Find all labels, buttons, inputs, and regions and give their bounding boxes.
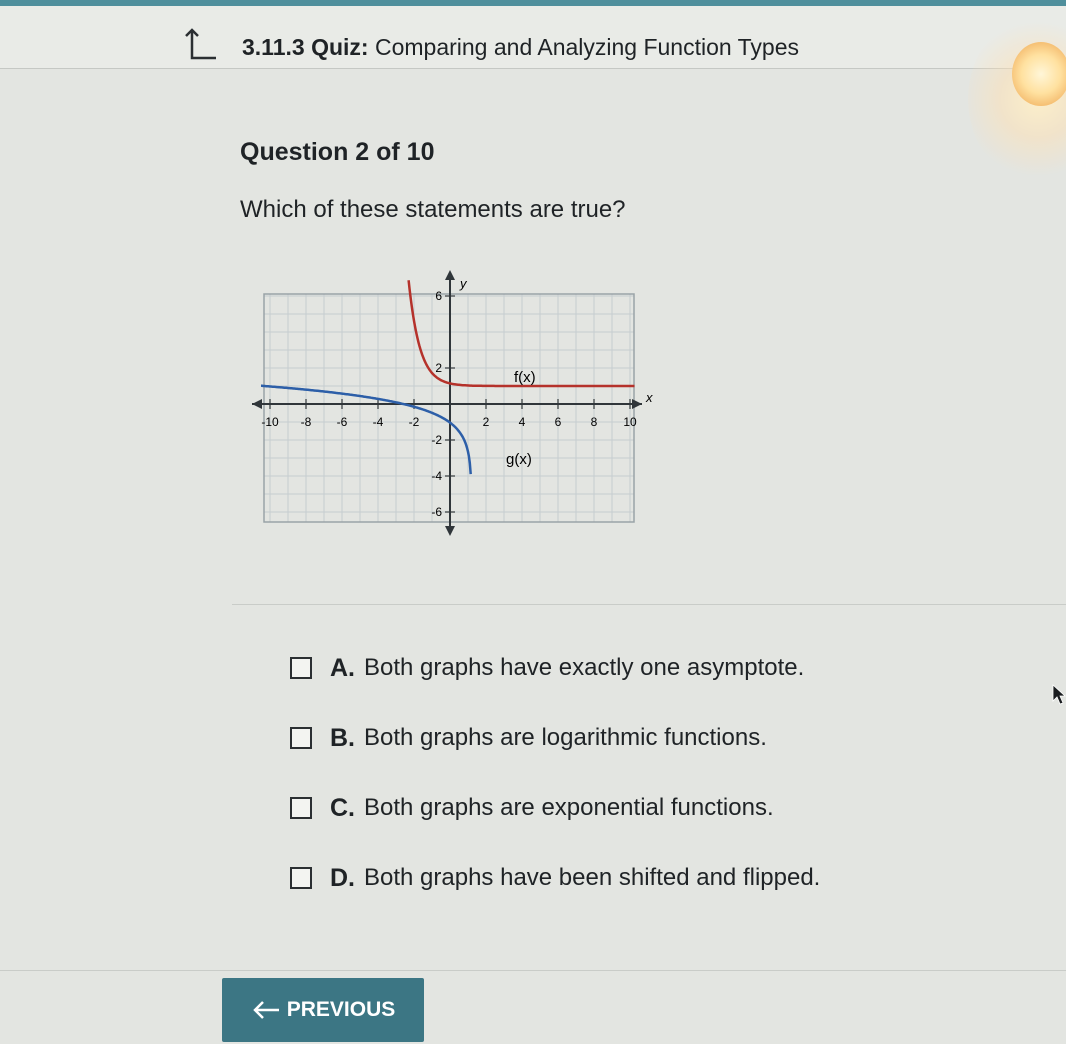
option-b-text: Both graphs are logarithmic functions. [364,724,767,751]
y-axis-label: y [460,276,467,291]
x-tick-label: 4 [518,415,526,429]
option-a[interactable] [290,650,804,686]
x-axis-label: x [646,390,653,405]
x-tick-label: 6 [554,415,562,429]
previous-label: PREVIOUS [286,998,396,1021]
option-d[interactable] [290,860,820,896]
x-tick-label: -4 [372,415,384,429]
x-tick-label: -6 [336,415,348,429]
option-b-letter: B. [330,723,355,752]
option-a-checkbox[interactable] [290,657,312,679]
quiz-code: 3.11.3 [242,34,305,60]
question-text: Which of these statements are true? [240,196,626,223]
x-tick-label: -10 [261,415,279,429]
y-tick-label: -4 [431,469,442,483]
option-d-checkbox[interactable] [290,867,312,889]
question-number: Question 2 of 10 [240,138,435,166]
option-d-text: Both graphs have been shifted and flipped. [364,864,821,891]
option-c[interactable] [290,790,774,826]
x-tick-label: 2 [482,415,490,429]
quiz-name: Comparing and Analyzing Function Types [374,34,800,60]
light-glare-core [1012,42,1066,106]
divider-top [232,604,1066,605]
y-tick-label: -2 [431,433,442,447]
g-curve [261,386,471,474]
option-a-text: Both graphs have exactly one asymptote. [364,654,805,681]
x-tick-label: 8 [590,415,598,429]
f-label: f(x) [514,369,536,386]
option-d-letter: D. [330,863,355,892]
x-axis-left-arrow [252,399,262,409]
quiz-header [0,6,1066,69]
y-tick-label: 2 [435,361,442,375]
option-c-checkbox[interactable] [290,797,312,819]
arrow-left-icon [251,999,281,1021]
divider-bottom [0,970,1066,971]
back-button[interactable] [180,28,220,64]
g-label: g(x) [506,451,532,468]
option-c-letter: C. [330,793,355,822]
option-b[interactable] [290,720,767,756]
y-tick-label: 6 [435,289,442,303]
previous-button[interactable] [222,978,424,1042]
option-a-letter: A. [330,653,355,682]
mouse-cursor-icon [1052,684,1066,706]
option-b-checkbox[interactable] [290,727,312,749]
return-arrow-icon [180,28,220,64]
y-axis-up-arrow [445,270,455,280]
quiz-title [242,34,799,61]
function-graph [248,268,668,540]
quiz-prefix: Quiz: [311,34,369,60]
y-axis-down-arrow [445,526,455,536]
y-tick-label: -6 [431,505,442,519]
x-tick-label: 10 [623,415,637,429]
x-axis-right-arrow [632,399,642,409]
x-tick-label: -2 [408,415,420,429]
x-tick-label: -8 [300,415,312,429]
option-c-text: Both graphs are exponential functions. [364,794,774,821]
